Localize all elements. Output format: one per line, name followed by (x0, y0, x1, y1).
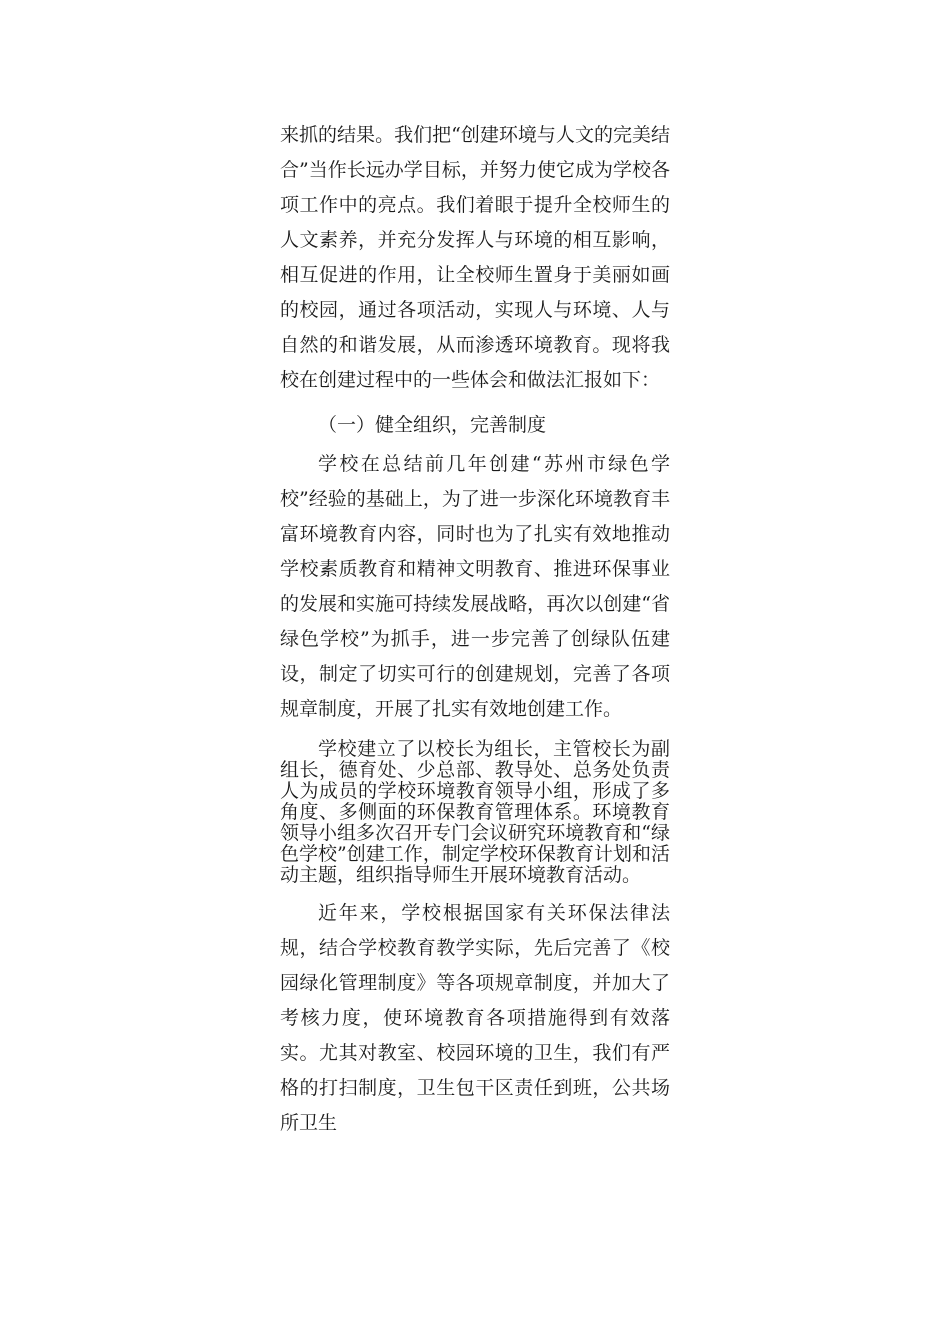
document-page (280, 118, 670, 1141)
section-heading: （一）健全组织，完善制度 (318, 414, 547, 436)
paragraph-green-school: 学校在总结前几年创建“苏州市绿色学校”经验的基础上，为了进一步深化环境教育丰富环境教育内容，同时也为了扎实有效地推动学校素质教育和精神文明教育、推进环保事业的发展和实施可持续发展战略，再次以创建“省绿色学校”为抓手，进一步完善了创绿队伍建设，制定了切实可行的创建规划，完善了各项规章制度，开展了扎实有效地创建工作。 (280, 453, 670, 720)
paragraph-regulations: 近年来，学校根据国家有关环保法律法规，结合学校教育教学实际，先后完善了《校园绿化管理制度》等各项规章制度，并加大了考核力度，使环境教育各项措施得到有效落实。尤其对教室、校园环境的卫生，我们有严格的打扫制度，卫生包干区责任到班，公共场所卫生 (280, 902, 670, 1134)
paragraph-leadership-group: 学校建立了以校长为组长，主管校长为副组长，德育处、少总部、教导处、总务处负责人为成员的学校环境教育领导小组，形成了多角度、多侧面的环保教育管理体系。环境教育领导小组多次召开专门会议研究环境教育和“绿色学校”创建工作，制定学校环保教育计划和活动主题，组织指导师生开展环境教育活动。 (280, 738, 670, 886)
paragraph-intro: 来抓的结果。我们把“创建环境与人文的完美结合”当作长远办学目标，并努力使它成为学校各项工作中的亮点。我们着眼于提升全校师生的人文素养，并充分发挥人与环境的相互影响，相互促进的作用，让全校师生置身于美丽如画的校园，通过各项活动，实现人与环境、人与自然的和谐发展，从而渗透环境教育。现将我校在创建过程中的一些体会和做法汇报如下： (280, 124, 670, 391)
